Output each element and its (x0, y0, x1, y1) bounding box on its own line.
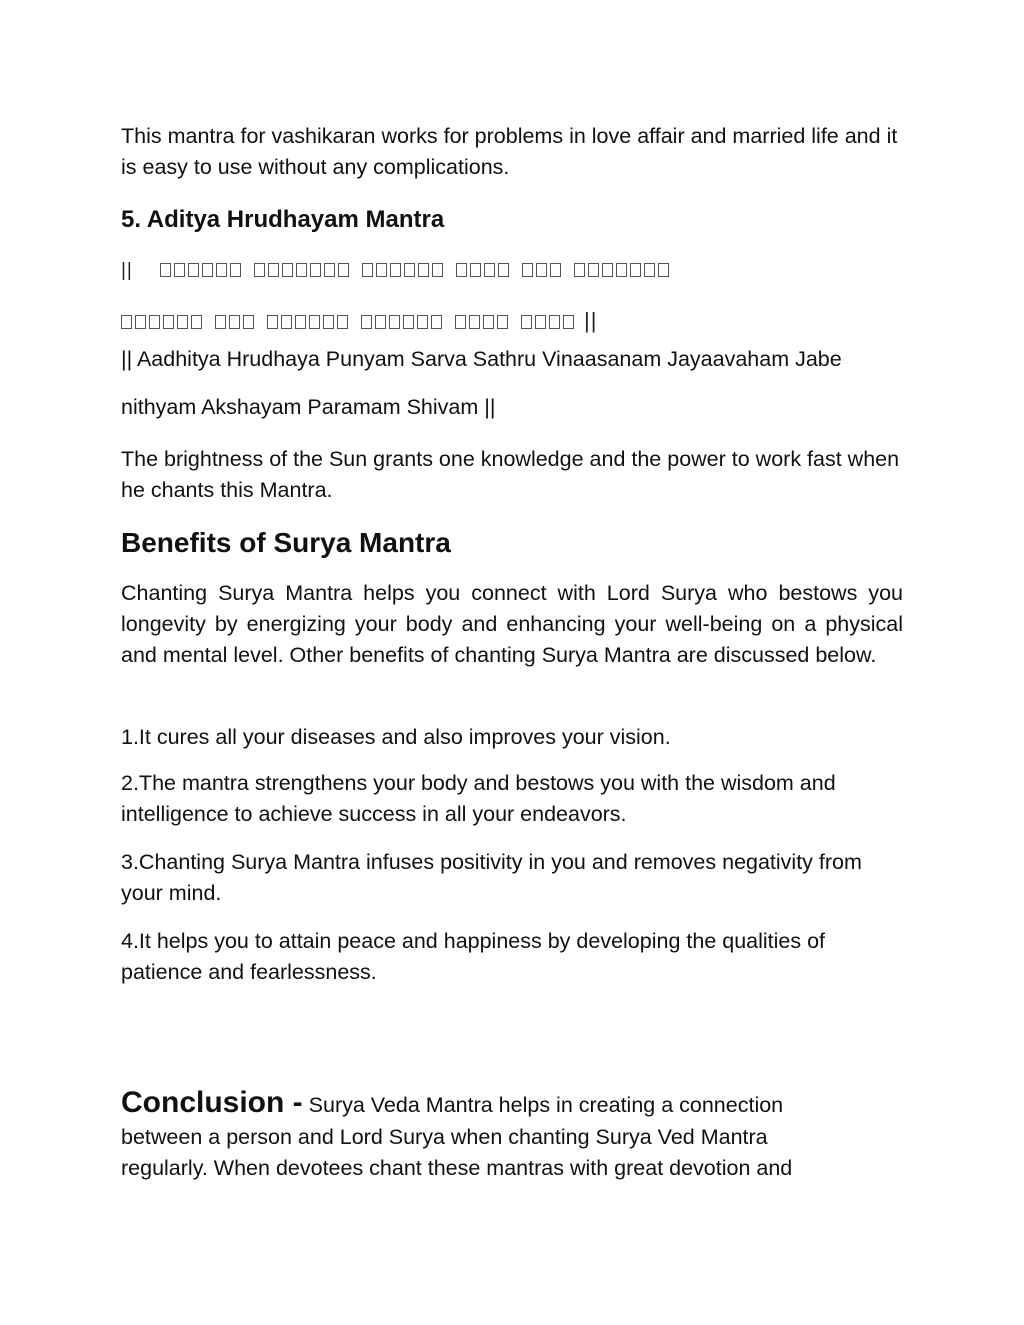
missing-glyph (177, 315, 188, 329)
missing-glyph (216, 263, 227, 277)
missing-glyph (295, 315, 306, 329)
missing-glyph (361, 315, 372, 329)
missing-glyph (483, 315, 494, 329)
missing-glyph (268, 263, 279, 277)
missing-glyph (644, 263, 655, 277)
missing-glyph (202, 263, 213, 277)
missing-glyph (536, 263, 547, 277)
missing-glyph (174, 263, 185, 277)
conclusion-line-2: between a person and Lord Surya when chanting Surya Ved Mantra (121, 1125, 768, 1149)
missing-glyph (281, 315, 292, 329)
missing-glyph (535, 315, 546, 329)
missing-glyph (563, 315, 574, 329)
missing-glyph (588, 263, 599, 277)
missing-glyph (188, 263, 199, 277)
verse-marker: || (583, 308, 598, 333)
missing-glyph (267, 315, 278, 329)
missing-glyph (191, 315, 202, 329)
missing-glyph (404, 263, 415, 277)
devanagari-glyphs (160, 257, 672, 281)
mantra-description: The brightness of the Sun grants one knowledge and the power to work fast when he chants this Mantra. (121, 447, 900, 502)
missing-glyph (658, 263, 669, 277)
missing-glyph (149, 315, 160, 329)
missing-glyph (282, 263, 293, 277)
missing-glyph (338, 263, 349, 277)
missing-glyph (417, 315, 428, 329)
missing-glyph (337, 315, 348, 329)
benefits-heading: Benefits of Surya Mantra (121, 527, 451, 558)
missing-glyph (323, 315, 334, 329)
missing-glyph (403, 315, 414, 329)
missing-glyph (469, 315, 480, 329)
verse-marker: || (121, 260, 133, 281)
missing-glyph (522, 263, 533, 277)
missing-glyph (309, 315, 320, 329)
devanagari-glyphs (121, 309, 577, 333)
transliteration-line-2: nithyam Akshayam Paramam Shivam || (121, 395, 496, 419)
missing-glyph (163, 315, 174, 329)
intro-paragraph: This mantra for vashikaran works for problems in love affair and married life and it is easy to use without any complications. (121, 124, 898, 179)
missing-glyph (362, 263, 373, 277)
missing-glyph (616, 263, 627, 277)
missing-glyph (121, 315, 132, 329)
missing-glyph (215, 315, 226, 329)
missing-glyph (498, 263, 509, 277)
conclusion-line-1 (121, 1083, 903, 1125)
missing-glyph (455, 315, 466, 329)
conclusion-line-3: regularly. When devotees chant these mantras with great devotion and (121, 1156, 793, 1180)
section-heading-aditya-hrudhayam: 5. Aditya Hrudhayam Mantra (121, 206, 445, 233)
benefit-item: 3.Chanting Surya Mantra infuses positivity in you and removes negativity from your mind. (121, 850, 862, 905)
missing-glyph (497, 315, 508, 329)
missing-glyph (243, 315, 254, 329)
devanagari-line-1 (121, 254, 903, 286)
missing-glyph (484, 263, 495, 277)
missing-glyph (550, 263, 561, 277)
missing-glyph (310, 263, 321, 277)
missing-glyph (229, 315, 240, 329)
missing-glyph (602, 263, 613, 277)
benefits-intro: Chanting Surya Mantra helps you connect with Lord Surya who bestows you longevity by energizing your body and enhancing your well-being on a physical and mental level. Other benefits of chanting Surya Mantra are discussed below. (121, 581, 903, 667)
missing-glyph (431, 315, 442, 329)
document-page (121, 0, 903, 1325)
missing-glyph (135, 315, 146, 329)
missing-glyph (389, 315, 400, 329)
missing-glyph (418, 263, 429, 277)
missing-glyph (376, 263, 387, 277)
devanagari-line-2 (121, 305, 903, 337)
missing-glyph (390, 263, 401, 277)
missing-glyph (375, 315, 386, 329)
conclusion-text: Surya Veda Mantra helps in creating a connection (308, 1093, 784, 1117)
conclusion-label: Conclusion - (121, 1086, 303, 1119)
missing-glyph (230, 263, 241, 277)
missing-glyph (630, 263, 641, 277)
missing-glyph (549, 315, 560, 329)
missing-glyph (456, 263, 467, 277)
transliteration-line-1: || Aadhitya Hrudhaya Punyam Sarva Sathru Vinaasanam Jayaavaham Jabe (121, 347, 842, 371)
missing-glyph (254, 263, 265, 277)
missing-glyph (160, 263, 171, 277)
benefit-item: 4.It helps you to attain peace and happiness by developing the qualities of patience and fearlessness. (121, 929, 826, 984)
missing-glyph (521, 315, 532, 329)
missing-glyph (574, 263, 585, 277)
missing-glyph (432, 263, 443, 277)
missing-glyph (470, 263, 481, 277)
missing-glyph (324, 263, 335, 277)
missing-glyph (296, 263, 307, 277)
benefit-item: 1.It cures all your diseases and also improves your vision. (121, 725, 671, 749)
benefit-item: 2.The mantra strengthens your body and bestows you with the wisdom and intelligence to achieve success in all your endeavors. (121, 771, 836, 826)
